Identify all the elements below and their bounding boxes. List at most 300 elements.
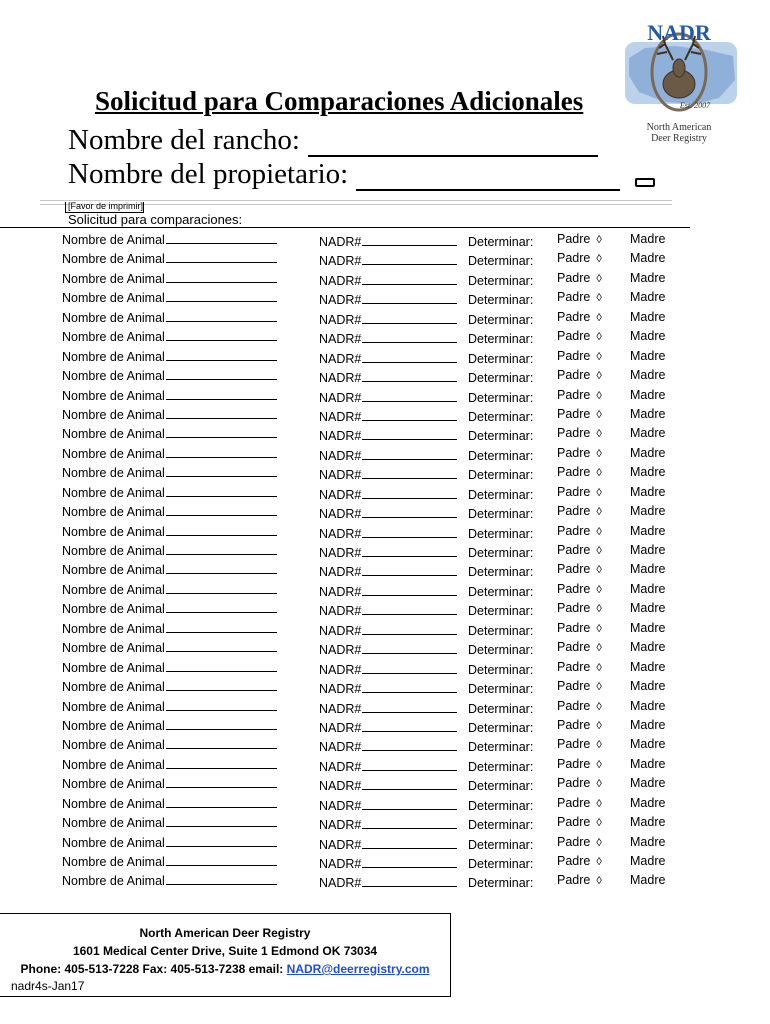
sire-label: Padre (557, 504, 591, 519)
sire-option[interactable] (557, 388, 602, 402)
sire-option[interactable] (557, 679, 602, 693)
dam-option[interactable]: Madre (630, 756, 666, 771)
sire-label: Padre (557, 737, 591, 752)
form-code: nadr4s-Jan17 (11, 979, 85, 993)
determine-label: Determinar: (468, 254, 534, 269)
request-row (0, 485, 770, 504)
nadr-label: NADR# (319, 720, 362, 735)
sire-option[interactable] (557, 524, 602, 538)
logo-est: Est. 2007 (679, 101, 711, 110)
sire-option[interactable] (557, 873, 602, 887)
nadr-number-field[interactable] (319, 234, 457, 249)
sire-option[interactable] (557, 251, 602, 265)
dam-option[interactable]: Madre (630, 348, 666, 363)
request-row (0, 310, 770, 329)
animal-name-field[interactable] (62, 718, 277, 733)
animal-label: Nombre de Animal (62, 660, 165, 675)
sire-option[interactable] (557, 232, 602, 246)
sire-label: Padre (557, 543, 591, 557)
animal-blank[interactable] (166, 873, 277, 885)
animal-name-field[interactable] (62, 621, 277, 636)
request-row (0, 562, 770, 581)
animal-blank[interactable] (166, 426, 277, 438)
sire-option[interactable] (557, 290, 602, 304)
sire-label: Padre (557, 251, 591, 266)
request-row (0, 426, 770, 445)
sire-option[interactable] (557, 310, 602, 324)
animal-blank[interactable] (166, 310, 277, 322)
request-row (0, 757, 770, 776)
animal-blank[interactable] (166, 407, 277, 419)
sire-label: Padre (557, 406, 591, 421)
nadr-blank[interactable] (362, 448, 457, 460)
sire-label: Padre (557, 270, 591, 285)
sire-option[interactable] (557, 854, 602, 868)
nadr-blank[interactable] (362, 487, 457, 499)
animal-name-field[interactable] (62, 776, 277, 791)
animal-blank[interactable] (166, 232, 277, 244)
animal-name-field[interactable] (62, 854, 277, 869)
dam-option[interactable]: Madre (630, 251, 666, 266)
dam-option[interactable]: Madre (630, 698, 666, 713)
sire-option[interactable] (557, 660, 602, 674)
animal-blank[interactable] (166, 699, 277, 711)
determine-label: Determinar: (468, 273, 534, 288)
sire-option[interactable] (557, 640, 602, 654)
determine-label: Determinar: (468, 429, 534, 444)
nadr-blank[interactable] (362, 837, 457, 849)
animal-blank[interactable] (166, 524, 277, 536)
animal-name-field[interactable] (62, 699, 277, 714)
nadr-blank[interactable] (362, 292, 457, 304)
determine-label: Determinar: (468, 507, 534, 522)
animal-name-field[interactable] (62, 485, 277, 500)
animal-name-field[interactable] (62, 446, 277, 461)
sire-option[interactable] (557, 543, 602, 557)
animal-name-field[interactable] (62, 524, 277, 539)
nadr-number-field[interactable] (319, 778, 457, 793)
animal-name-field[interactable] (62, 757, 277, 772)
animal-name-field[interactable] (62, 601, 277, 616)
animal-blank[interactable] (166, 737, 277, 749)
nadr-blank[interactable] (362, 642, 457, 654)
dam-option[interactable]: Madre (630, 484, 666, 499)
nadr-number-field[interactable] (319, 370, 457, 385)
dam-option[interactable]: Madre (630, 387, 666, 402)
determine-label: Determinar: (468, 857, 534, 871)
nadr-label: NADR# (319, 876, 362, 891)
request-rows (0, 232, 770, 893)
animal-name-field[interactable] (62, 388, 277, 403)
sire-option[interactable] (557, 426, 602, 440)
nadr-blank[interactable] (362, 875, 457, 887)
nadr-number-field[interactable] (319, 759, 457, 774)
sire-option[interactable] (557, 621, 602, 635)
nadr-blank[interactable] (362, 739, 457, 751)
diamond-icon: ◊ (596, 856, 602, 868)
dam-option[interactable]: Madre (630, 737, 666, 752)
diamond-icon: ◊ (596, 622, 602, 635)
animal-blank[interactable] (166, 621, 277, 633)
animal-blank[interactable] (166, 446, 277, 458)
dam-option[interactable]: Madre (630, 523, 666, 538)
diamond-icon: ◊ (596, 253, 602, 266)
ranch-input[interactable] (308, 129, 598, 157)
animal-name-field[interactable] (62, 232, 277, 247)
determine-label: Determinar: (468, 351, 534, 366)
nadr-number-field[interactable] (319, 487, 457, 502)
animal-blank[interactable] (166, 679, 277, 691)
dam-option[interactable]: Madre (630, 368, 666, 383)
nadr-number-field[interactable] (319, 837, 457, 852)
nadr-blank[interactable] (362, 681, 457, 693)
request-row (0, 835, 770, 854)
nadr-number-field[interactable] (319, 448, 457, 463)
dam-option[interactable]: Madre (630, 659, 666, 674)
animal-blank[interactable] (166, 485, 277, 497)
nadr-number-field[interactable] (319, 409, 457, 424)
dam-option[interactable]: Madre (630, 406, 666, 421)
nadr-number-field[interactable] (319, 642, 457, 657)
page-title: Solicitud para Comparaciones Adicionales (95, 86, 584, 116)
dam-option[interactable]: Madre (630, 679, 666, 694)
animal-name-field[interactable] (62, 349, 277, 364)
sire-label: Padre (557, 581, 591, 596)
sire-option[interactable] (557, 407, 602, 421)
sire-option[interactable] (557, 582, 602, 596)
diamond-icon: ◊ (596, 447, 602, 460)
nadr-number-field[interactable] (319, 662, 457, 677)
diamond-icon: ◊ (596, 661, 602, 674)
dam-option[interactable]: Madre (630, 601, 666, 616)
dam-option[interactable]: Madre (630, 640, 666, 655)
animal-label: Nombre de Animal (62, 466, 165, 481)
nadr-blank[interactable] (362, 467, 457, 479)
nadr-blank[interactable] (362, 234, 457, 246)
animal-blank[interactable] (166, 660, 277, 672)
animal-blank[interactable] (166, 835, 277, 847)
nadr-blank[interactable] (362, 331, 457, 343)
nadr-blank[interactable] (362, 506, 457, 518)
nadr-blank[interactable] (362, 798, 457, 810)
nadr-blank[interactable] (362, 545, 457, 557)
dam-option[interactable]: Madre (630, 815, 666, 830)
animal-blank[interactable] (166, 271, 277, 283)
dam-option[interactable]: Madre (630, 270, 666, 285)
sire-label: Padre (557, 698, 591, 713)
nadr-number-field[interactable] (319, 701, 457, 716)
dam-option[interactable]: Madre (630, 232, 666, 246)
animal-name-field[interactable] (62, 679, 277, 694)
diamond-icon: ◊ (596, 467, 602, 480)
sire-option[interactable] (557, 368, 602, 382)
nadr-label: NADR# (319, 584, 362, 599)
nadr-blank[interactable] (362, 623, 457, 635)
owner-label: Nombre del propietario: (68, 158, 349, 190)
animal-label: Nombre de Animal (62, 407, 165, 422)
animal-name-field[interactable] (62, 873, 277, 888)
diamond-icon: ◊ (596, 778, 602, 791)
footer-org: North American Deer Registry (139, 926, 311, 940)
animal-name-field[interactable] (62, 271, 277, 286)
request-row (0, 679, 770, 698)
nadr-number-field[interactable] (319, 351, 457, 366)
animal-name-field[interactable] (62, 835, 277, 850)
nadr-label: NADR# (319, 643, 362, 658)
animal-blank[interactable] (166, 640, 277, 652)
nadr-blank[interactable] (362, 428, 457, 440)
dam-option[interactable]: Madre (630, 620, 666, 635)
request-row (0, 640, 770, 659)
determine-label: Determinar: (468, 662, 534, 677)
animal-name-field[interactable] (62, 582, 277, 597)
footer-contact-box (0, 913, 451, 997)
nadr-number-field[interactable] (319, 331, 457, 346)
animal-blank[interactable] (166, 815, 277, 827)
sire-label: Padre (557, 562, 591, 577)
sire-option[interactable] (557, 465, 602, 479)
animal-blank[interactable] (166, 854, 277, 866)
nadr-number-field[interactable] (319, 798, 457, 813)
animal-label: Nombre de Animal (62, 524, 165, 539)
animal-name-field[interactable] (62, 815, 277, 830)
dam-option[interactable]: Madre (630, 873, 666, 888)
sire-label: Padre (557, 368, 591, 383)
sire-option[interactable] (557, 601, 602, 615)
sire-option[interactable] (557, 796, 602, 810)
animal-name-field[interactable] (62, 329, 277, 344)
animal-name-field[interactable] (62, 251, 277, 266)
determine-label: Determinar: (468, 565, 534, 580)
nadr-number-field[interactable] (319, 603, 457, 618)
determine-label: Determinar: (468, 701, 534, 716)
email-link[interactable]: NADR@deerregistry.com (286, 962, 430, 976)
request-row (0, 232, 770, 251)
animal-name-field[interactable] (62, 310, 277, 325)
animal-blank[interactable] (166, 776, 277, 788)
dam-option[interactable]: Madre (630, 465, 666, 480)
nadr-number-field[interactable] (319, 564, 457, 579)
sire-label: Padre (557, 426, 591, 441)
dam-option[interactable]: Madre (630, 854, 666, 868)
dam-option[interactable]: Madre (630, 504, 666, 519)
nadr-blank[interactable] (362, 526, 457, 538)
animal-name-field[interactable] (62, 426, 277, 441)
nadr-number-field[interactable] (319, 273, 457, 288)
owner-input[interactable] (356, 163, 620, 191)
animal-label: Nombre de Animal (62, 699, 165, 714)
animal-label: Nombre de Animal (62, 874, 165, 889)
sire-label: Padre (557, 465, 591, 480)
nadr-blank[interactable] (362, 409, 457, 421)
sire-option[interactable] (557, 349, 602, 363)
dam-option[interactable]: Madre (630, 717, 666, 732)
nadr-number-field[interactable] (319, 720, 457, 735)
determine-label: Determinar: (468, 390, 534, 405)
animal-name-field[interactable] (62, 562, 277, 577)
diamond-icon: ◊ (596, 428, 602, 441)
small-checkbox[interactable] (635, 178, 655, 187)
nadr-number-field[interactable] (319, 526, 457, 541)
sire-label: Padre (557, 717, 591, 732)
determine-label: Determinar: (468, 293, 534, 308)
animal-name-field[interactable] (62, 290, 277, 305)
nadr-number-field[interactable] (319, 739, 457, 754)
nadr-blank[interactable] (362, 312, 457, 324)
nadr-label: NADR# (319, 468, 362, 483)
nadr-label: NADR# (319, 701, 362, 716)
request-row (0, 368, 770, 387)
request-label: Solicitud para comparaciones: (68, 212, 243, 227)
nadr-label: NADR# (319, 487, 362, 502)
nadr-number-field[interactable] (319, 856, 457, 871)
sire-option[interactable] (557, 776, 602, 790)
animal-label: Nombre de Animal (62, 388, 165, 403)
nadr-number-field[interactable] (319, 467, 457, 482)
animal-name-field[interactable] (62, 504, 277, 519)
footer-address: 1601 Medical Center Drive, Suite 1 Edmond OK 73034 (72, 944, 378, 958)
nadr-blank[interactable] (362, 390, 457, 402)
nadr-number-field[interactable] (319, 390, 457, 405)
animal-blank[interactable] (166, 251, 277, 263)
animal-blank[interactable] (166, 582, 277, 594)
dam-option[interactable]: Madre (630, 329, 666, 344)
nadr-blank[interactable] (362, 370, 457, 382)
dam-option[interactable]: Madre (630, 581, 666, 596)
animal-blank[interactable] (166, 757, 277, 769)
nadr-number-field[interactable] (319, 253, 457, 268)
request-row (0, 388, 770, 407)
nadr-number-field[interactable] (319, 506, 457, 521)
nadr-number-field[interactable] (319, 817, 457, 832)
request-row (0, 271, 770, 290)
animal-name-field[interactable] (62, 407, 277, 422)
nadr-label: NADR# (319, 857, 362, 871)
nadr-blank[interactable] (362, 564, 457, 576)
nadr-number-field[interactable] (319, 428, 457, 443)
nadr-number-field[interactable] (319, 584, 457, 599)
ranch-label: Nombre del rancho: (68, 124, 300, 156)
nadr-blank[interactable] (362, 351, 457, 363)
animal-blank[interactable] (166, 349, 277, 361)
nadr-blank[interactable] (362, 584, 457, 596)
sire-option[interactable] (557, 835, 602, 849)
animal-blank[interactable] (166, 465, 277, 477)
dam-option[interactable]: Madre (630, 795, 666, 810)
nadr-number-field[interactable] (319, 623, 457, 638)
animal-label: Nombre de Animal (62, 835, 165, 850)
animal-blank[interactable] (166, 388, 277, 400)
sire-option[interactable] (557, 815, 602, 829)
animal-name-field[interactable] (62, 543, 277, 558)
diamond-icon: ◊ (596, 272, 602, 285)
animal-blank[interactable] (166, 796, 277, 808)
nadr-blank[interactable] (362, 701, 457, 713)
dam-option[interactable]: Madre (630, 834, 666, 849)
nadr-blank[interactable] (362, 759, 457, 771)
dam-option[interactable]: Madre (630, 309, 666, 324)
determine-label: Determinar: (468, 584, 534, 599)
animal-name-field[interactable] (62, 660, 277, 675)
sire-option[interactable] (557, 737, 602, 751)
nadr-blank[interactable] (362, 817, 457, 829)
logo-org-line2: Deer Registry (651, 133, 707, 144)
sire-option[interactable] (557, 485, 602, 499)
animal-blank[interactable] (166, 329, 277, 341)
sire-option[interactable] (557, 271, 602, 285)
sire-label: Padre (557, 620, 591, 635)
sire-option[interactable] (557, 329, 602, 343)
animal-blank[interactable] (166, 504, 277, 516)
animal-blank[interactable] (166, 601, 277, 613)
dam-option[interactable]: Madre (630, 290, 666, 305)
determine-label: Determinar: (468, 312, 534, 327)
dam-option[interactable]: Madre (630, 445, 666, 460)
nadr-blank[interactable] (362, 856, 457, 868)
request-row (0, 854, 770, 873)
request-row (0, 873, 770, 892)
sire-option[interactable] (557, 446, 602, 460)
animal-blank[interactable] (166, 543, 277, 555)
dam-option[interactable]: Madre (630, 543, 666, 557)
animal-blank[interactable] (166, 718, 277, 730)
nadr-blank[interactable] (362, 253, 457, 265)
animal-label: Nombre de Animal (62, 855, 165, 869)
animal-name-field[interactable] (62, 796, 277, 811)
nadr-blank[interactable] (362, 720, 457, 732)
sire-option[interactable] (557, 562, 602, 576)
nadr-blank[interactable] (362, 273, 457, 285)
footer-contact (0, 962, 450, 976)
diamond-icon: ◊ (596, 506, 602, 519)
determine-label: Determinar: (468, 682, 534, 697)
sire-option[interactable] (557, 504, 602, 518)
sire-option[interactable] (557, 699, 602, 713)
diamond-icon: ◊ (596, 583, 602, 596)
nadr-number-field[interactable] (319, 292, 457, 307)
nadr-number-field[interactable] (319, 312, 457, 327)
determine-label: Determinar: (468, 409, 534, 424)
determine-label: Determinar: (468, 779, 534, 794)
nadr-number-field[interactable] (319, 545, 457, 560)
animal-name-field[interactable] (62, 737, 277, 752)
nadr-number-field[interactable] (319, 681, 457, 696)
dam-option[interactable]: Madre (630, 426, 666, 441)
request-row (0, 601, 770, 620)
sire-option[interactable] (557, 757, 602, 771)
diamond-icon: ◊ (596, 234, 602, 246)
dam-option[interactable]: Madre (630, 562, 666, 577)
nadr-blank[interactable] (362, 603, 457, 615)
animal-blank[interactable] (166, 290, 277, 302)
animal-blank[interactable] (166, 368, 277, 380)
animal-name-field[interactable] (62, 368, 277, 383)
nadr-number-field[interactable] (319, 875, 457, 890)
animal-label: Nombre de Animal (62, 233, 165, 247)
sire-label: Padre (557, 854, 591, 868)
animal-blank[interactable] (166, 562, 277, 574)
sire-option[interactable] (557, 718, 602, 732)
nadr-label: NADR# (319, 371, 362, 386)
nadr-blank[interactable] (362, 778, 457, 790)
sire-label: Padre (557, 756, 591, 771)
dam-option[interactable]: Madre (630, 776, 666, 791)
animal-label: Nombre de Animal (62, 349, 165, 364)
animal-name-field[interactable] (62, 640, 277, 655)
animal-name-field[interactable] (62, 465, 277, 480)
animal-label: Nombre de Animal (62, 757, 165, 772)
nadr-blank[interactable] (362, 662, 457, 674)
